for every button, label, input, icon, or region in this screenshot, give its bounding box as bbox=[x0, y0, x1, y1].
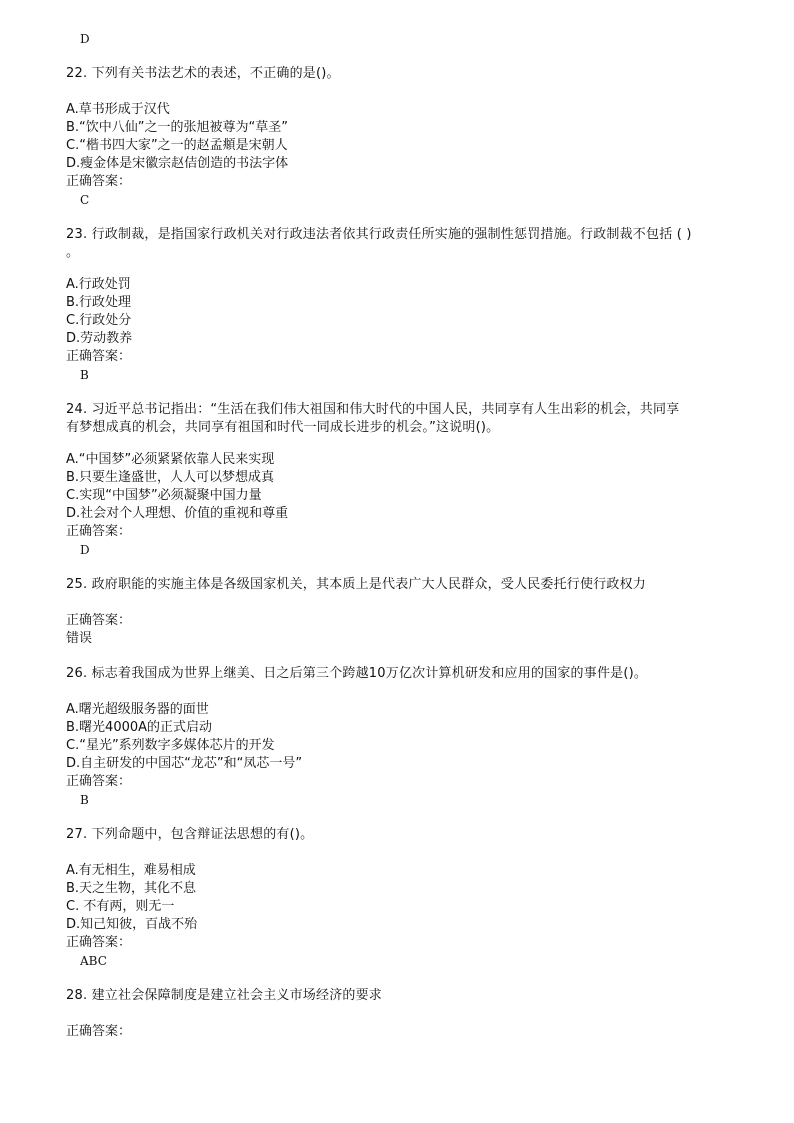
question-stem: 26. 标志着我国成为世界上继美、日之后第三个跨越10万亿次计算机研发和应用的国家的事件是()。 bbox=[66, 666, 648, 681]
question-26 bbox=[66, 665, 766, 809]
answer-value: ABC bbox=[80, 954, 107, 968]
option-c: C.实现“中国梦”必须凝聚中国力量 bbox=[66, 488, 262, 503]
option-c: C.“楷书四大家”之一的赵孟頫是宋朝人 bbox=[66, 138, 288, 153]
answer-label: 正确答案： bbox=[66, 349, 132, 364]
question-stem: 25. 政府职能的实施主体是各级国家机关，其本质上是代表广大人民群众，受人民委托行使行政权力 bbox=[66, 577, 647, 592]
question-stem: 22. 下列有关书法艺术的表述，不正确的是()。 bbox=[66, 66, 340, 81]
option-a: A.曙光超级服务器的面世 bbox=[66, 702, 209, 717]
question-27 bbox=[66, 826, 766, 970]
option-c: C.行政处分 bbox=[66, 313, 132, 328]
question-28 bbox=[66, 987, 766, 1041]
answer-value: D bbox=[80, 32, 90, 46]
option-a: A.行政处罚 bbox=[66, 277, 131, 292]
document-page bbox=[66, 30, 766, 1041]
question-24 bbox=[66, 401, 766, 559]
answer-value: B bbox=[80, 368, 89, 382]
answer-label: 正确答案： bbox=[66, 774, 132, 789]
question-stem: 23. 行政制裁，是指国家行政机关对行政违法者依其行政责任所实施的强制性惩罚措施。行政制裁不包括 ( ) bbox=[66, 227, 692, 242]
option-b: B.曙光4000A的正式启动 bbox=[66, 720, 213, 735]
option-c: C.“星光”系列数字多媒体芯片的开发 bbox=[66, 738, 275, 753]
option-d: D.社会对个人理想、价值的重视和尊重 bbox=[66, 506, 289, 521]
option-d: D.自主研发的中国芯“龙芯”和“凤芯一号” bbox=[66, 756, 303, 771]
option-c: C. 不有两，则无一 bbox=[66, 899, 175, 914]
question-stem: 27. 下列命题中，包含辩证法思想的有()。 bbox=[66, 827, 314, 842]
question-23 bbox=[66, 226, 766, 384]
option-d: D.瘦金体是宋徽宗赵佶创造的书法字体 bbox=[66, 156, 289, 171]
question-stem-continued: 。 bbox=[66, 245, 80, 260]
question-25 bbox=[66, 576, 766, 648]
question-stem: 24. 习近平总书记指出：“生活在我们伟大祖国和伟大时代的中国人民，共同享有人生出彩的机会，共同享 bbox=[66, 402, 680, 417]
option-a: A.“中国梦”必须紧紧依靠人民来实现 bbox=[66, 452, 275, 467]
option-b: B.只要生逢盛世，人人可以梦想成真 bbox=[66, 470, 275, 485]
option-d: D.知己知彼，百战不殆 bbox=[66, 917, 198, 932]
answer-value: B bbox=[80, 793, 89, 807]
answer-value: C bbox=[80, 193, 90, 207]
option-b: B.“饮中八仙”之一的张旭被尊为“草圣” bbox=[66, 120, 288, 135]
answer-label: 正确答案： bbox=[66, 524, 132, 539]
answer-label: 正确答案： bbox=[66, 613, 132, 628]
answer-label: 正确答案： bbox=[66, 1024, 132, 1039]
question-22 bbox=[66, 65, 766, 209]
answer-value: 错误 bbox=[66, 631, 93, 646]
option-b: B.天之生物，其化不息 bbox=[66, 881, 197, 896]
option-b: B.行政处理 bbox=[66, 295, 132, 310]
answer-label: 正确答案： bbox=[66, 935, 132, 950]
answer-label: 正确答案： bbox=[66, 174, 132, 189]
option-a: A.草书形成于汉代 bbox=[66, 102, 170, 117]
question-stem: 28. 建立社会保障制度是建立社会主义市场经济的要求 bbox=[66, 988, 383, 1003]
question-stem-continued: 有梦想成真的机会，共同享有祖国和时代一同成长进步的机会。”这说明()。 bbox=[66, 420, 500, 435]
option-a: A.有无相生，难易相成 bbox=[66, 863, 196, 878]
answer-value: D bbox=[80, 543, 90, 557]
option-d: D.劳动教养 bbox=[66, 331, 133, 346]
